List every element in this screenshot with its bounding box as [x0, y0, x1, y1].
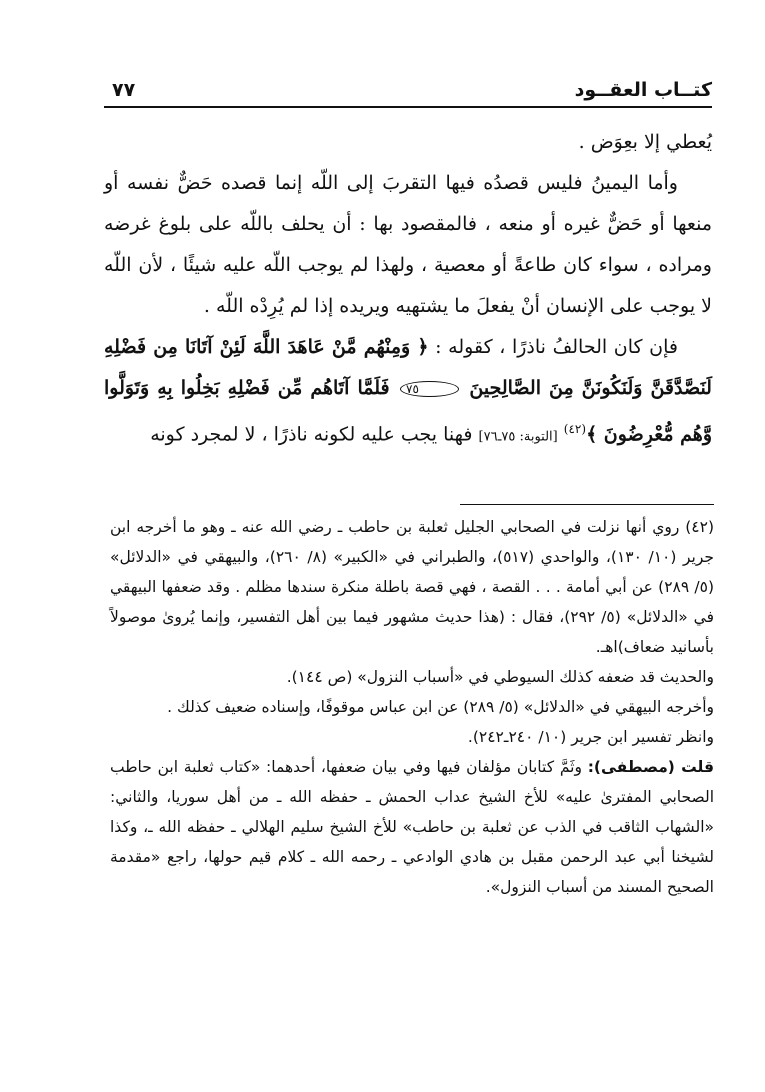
- page-number: ٧٧: [112, 79, 136, 101]
- paragraph-1: يُعطي إلا بعِوَض .: [578, 131, 712, 153]
- footnote-reference: (٤٢): [563, 422, 587, 436]
- footnote-separator: [460, 504, 714, 505]
- running-header: [104, 78, 712, 108]
- paragraph-3: [104, 327, 712, 457]
- footnote-line-ibn-jarir: وانظر تفسير ابن جرير (١٠/ ٢٤٠ـ٢٤٢).: [467, 728, 714, 746]
- footnote-author-note: [110, 752, 714, 902]
- quran-verse-part-1: ﴿ وَمِنْهُم مَّنْ عَاهَدَ اللَّهَ لَئِنْ آتَانَا مِن فَضْلِهِ لَنَصَّدَّقَنَّ وَلَنَكُونَنَّ مِنَ الصَّالِحِينَ: [104, 336, 712, 399]
- paragraph-2: وأما اليمينُ فليس قصدُه فيها التقربَ إلى اللّه إنما قصده حَضٌّ نفسه أو منعها أو حَضٌّ غيره أو منعه ، فالمقصود بها : أن يحلف باللّه على بلوغ غرضه ومراده ، سواء كان طاعةً أو معصية ، ولهذا لم يوجب اللّه عليه شيئًا ، لأن اللّه لا يوجب على الإنسان أنْ يفعلَ ما يشتهيه ويريده إذا لم يُرِدْه اللّه .: [104, 172, 712, 317]
- author-note-text: وثَمَّ كتابان مؤلفان فيها وفي بيان ضعفها، أحدهما: «كتاب ثعلبة ابن حاطب الصحابي المفترىٰ عليه» للأخ الشيخ عداب الحمش ـ حفظه الله ـ من أهل سوريا، والثاني: «الشهاب الثاقب في الذب عن ثعلبة بن حاطب» للأخ الشيخ سليم الهلالي ـ حفظه الله ـ، وكذا لشيخنا أبي عبد الرحمن مقبل بن هادي الوادعي ـ رحمه الله ـ كلام قيم حولها، راجع «مقدمة الصحيح المسند من أسباب النزول».: [110, 758, 714, 896]
- ayah-number-marker: ٧٥: [400, 381, 459, 397]
- book-title: كتــاب العقــود: [574, 79, 712, 101]
- footnote-42: (٤٢) روي أنها نزلت في الصحابي الجليل ثعلبة بن حاطب ـ رضي الله عنه ـ وهو ما أخرجه ابن جرير (١٠/ ١٣٠)، والواحدي (٥١٧)، والطبراني في «الكبير» (٨/ ٢٦٠)، والبيهقي في «الدلائل» (٥/ ٢٨٩) عن أبي أمامة . . . القصة ، فهي قصة باطلة منكرة سندها مظلم . وقد ضعفها البيهقي في «الدلائل» (٥/ ٢٩٢)، فقال : (هذا حديث مشهور فيما بين أهل التفسير، وإنما يُروىٰ موصولاً بأسانيد ضعاف)اهـ.: [110, 518, 714, 656]
- quran-reference: [التوبة: ٧٥ـ٧٦]: [478, 429, 558, 445]
- main-text: [104, 122, 712, 457]
- quran-verse-part-2: فَلَمَّا آتَاهُم مِّن فَضْلِهِ بَخِلُوا بِهِ وَتَوَلَّوا وَّهُم مُّعْرِضُونَ ﴾: [104, 377, 712, 446]
- footnote-line-bayhaqi: وأخرجه البيهقي في «الدلائل» (٥/ ٢٨٩) عن ابن عباس موقوفًا، وإسناده ضعيف كذلك .: [167, 698, 714, 716]
- header-rule: [104, 106, 712, 108]
- paragraph-3-intro: فإن كان الحالفُ ناذرًا ، كقوله :: [435, 336, 678, 358]
- paragraph-3-end: فهنا يجب عليه لكونه ناذرًا ، لا لمجرد كونه: [150, 423, 473, 446]
- footnotes: [110, 512, 714, 902]
- footnote-line-suyuti: والحديث قد ضعفه كذلك السيوطي في «أسباب النزول» (ص ١٤٤).: [286, 668, 714, 686]
- author-note-label: قلت (مصطفى):: [587, 758, 714, 776]
